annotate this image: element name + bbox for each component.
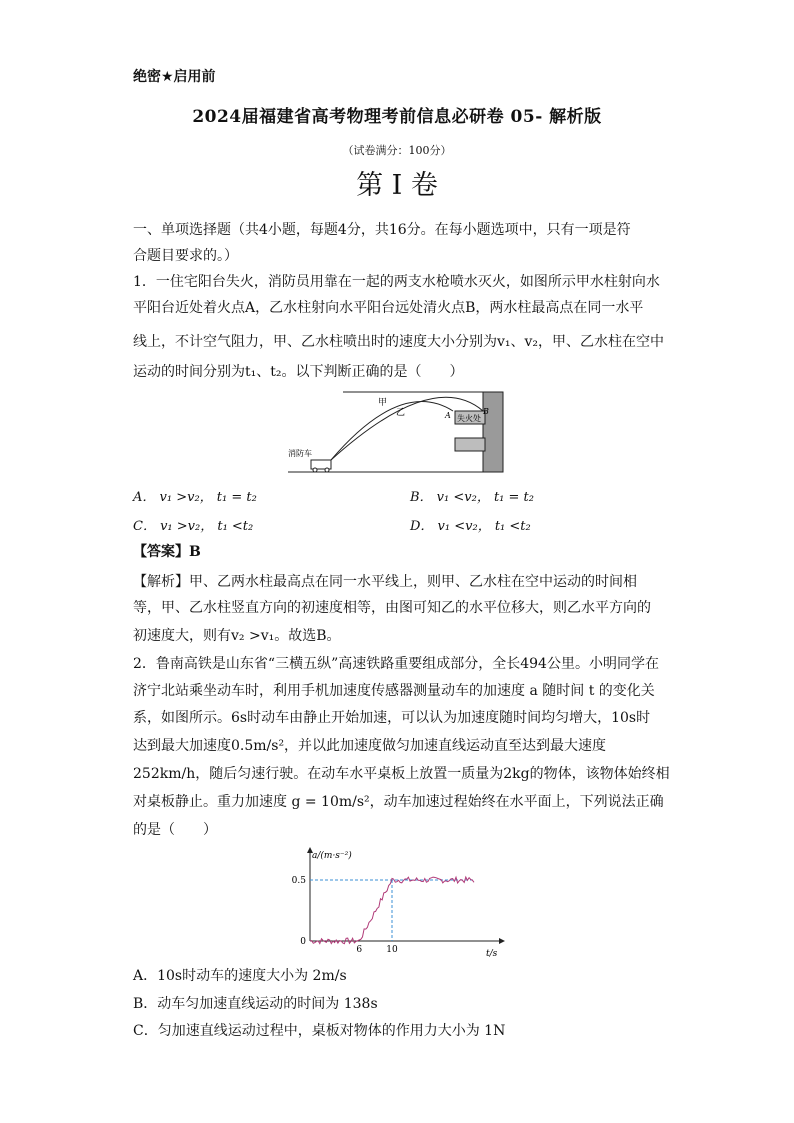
q1-option-d: D． v₁ <v₂， t₁ <t₂	[410, 519, 531, 534]
y-tick-label: 0	[300, 937, 306, 947]
q2-line: 2．鲁南高铁是山东省“三横五纵”高速铁路重要组成部分，全长494公里。小明同学在	[133, 656, 659, 672]
building-wall	[483, 392, 503, 472]
x-tick-label: 10	[386, 945, 398, 955]
truck-wheel	[313, 468, 317, 472]
q1-analysis: 等，甲、乙水柱竖直方向的初速度相等，由图可知乙的水平位移大，则乙水平方向的	[133, 600, 651, 616]
q1-answer: 【答案】B	[133, 544, 201, 560]
q2-line: 达到最大加速度0.5m/s²，并以此加速度做匀加速直线运动直至达到最大速度	[133, 738, 607, 754]
q1-analysis: 初速度大，则有v₂ >v₁。故选B。	[133, 628, 341, 644]
fire-label: 失火处	[457, 414, 481, 423]
q1-analysis: 【解析】甲、乙两水柱最高点在同一水平线上，则甲、乙水柱在空中运动的时间相	[133, 574, 637, 590]
q1-line: 1．一住宅阳台失火，消防员用靠在一起的两支水枪喷水灭火，如图所示甲水柱射向水	[133, 274, 660, 290]
guide-group	[310, 880, 474, 941]
section-heading-1: 一、单项选择题（共4小题，每题4分，共16分。在每小题选项中，只有一项是符	[133, 222, 631, 238]
section-heading-2: 合题目要求的。）	[133, 248, 238, 264]
q2-option-b: B．动车匀加速直线运动的时间为 138s	[133, 996, 378, 1012]
y-tick-label: 0.5	[291, 876, 306, 886]
volume-heading: 第 I 卷	[356, 170, 438, 201]
score-note: （试卷满分：100分）	[342, 144, 452, 157]
q1-figure	[283, 390, 508, 475]
q1-line: 运动的时间分别为t₁、t₂。以下判断正确的是（ ）	[133, 364, 464, 380]
q1-option-b: B． v₁ <v₂， t₁ = t₂	[410, 490, 534, 505]
q2-option-c: C．匀加速直线运动过程中，桌板对物体的作用力大小为 1N	[133, 1023, 506, 1039]
label-jia: 甲	[378, 398, 388, 408]
x-tick-label: 6	[356, 945, 363, 955]
q2-line: 的是（ ）	[133, 822, 217, 838]
q1-option-c: C． v₁ >v₂， t₁ <t₂	[133, 519, 254, 534]
label-a: A	[445, 411, 451, 420]
truck-label: 消防车	[288, 449, 312, 458]
q1-line: 线上，不计空气阻力，甲、乙水柱喷出时的速度大小分别为v₁、v₂，甲、乙水柱在空中	[133, 334, 665, 350]
label-b: B	[483, 407, 489, 416]
q1-option-a: A． v₁ >v₂， t₁ = t₂	[133, 490, 257, 505]
q1-line: 平阳台近处着火点A，乙水柱射向水平阳台远处清火点B，两水柱最高点在同一水平	[133, 300, 644, 316]
q2-line: 252km/h，随后匀速行驶。在动车水平桌板上放置一质量为2kg的物体，该物体始终相	[133, 766, 670, 782]
truck-wheel	[325, 468, 329, 472]
label-yi: 乙	[396, 408, 406, 418]
secret-label: 绝密★启用前	[133, 69, 216, 85]
q2-chart	[290, 840, 510, 962]
balcony-lower	[455, 438, 485, 451]
q2-line: 系，如图所示。6s时动车由静止开始加速，可以认为加速度随时间均匀增大，10s时	[133, 710, 651, 726]
q2-line: 对桌板静止。重力加速度 g = 10m/s²，动车加速过程始终在水平面上，下列说法正确	[133, 794, 664, 810]
q2-option-a: A．10s时动车的速度大小为 2m/s	[133, 968, 347, 984]
q2-line: 济宁北站乘坐动车时，利用手机加速度传感器测量动车的加速度 a 随时间 t 的变化关	[133, 683, 655, 699]
water-arc-jia	[331, 402, 453, 460]
fire-truck	[311, 460, 331, 469]
y-axis-label: a/(m·s⁻²)	[312, 851, 352, 861]
page-title: 2024届福建省高考物理考前信息必研卷 05- 解析版	[192, 107, 602, 127]
x-axis-label: t/s	[486, 949, 498, 959]
